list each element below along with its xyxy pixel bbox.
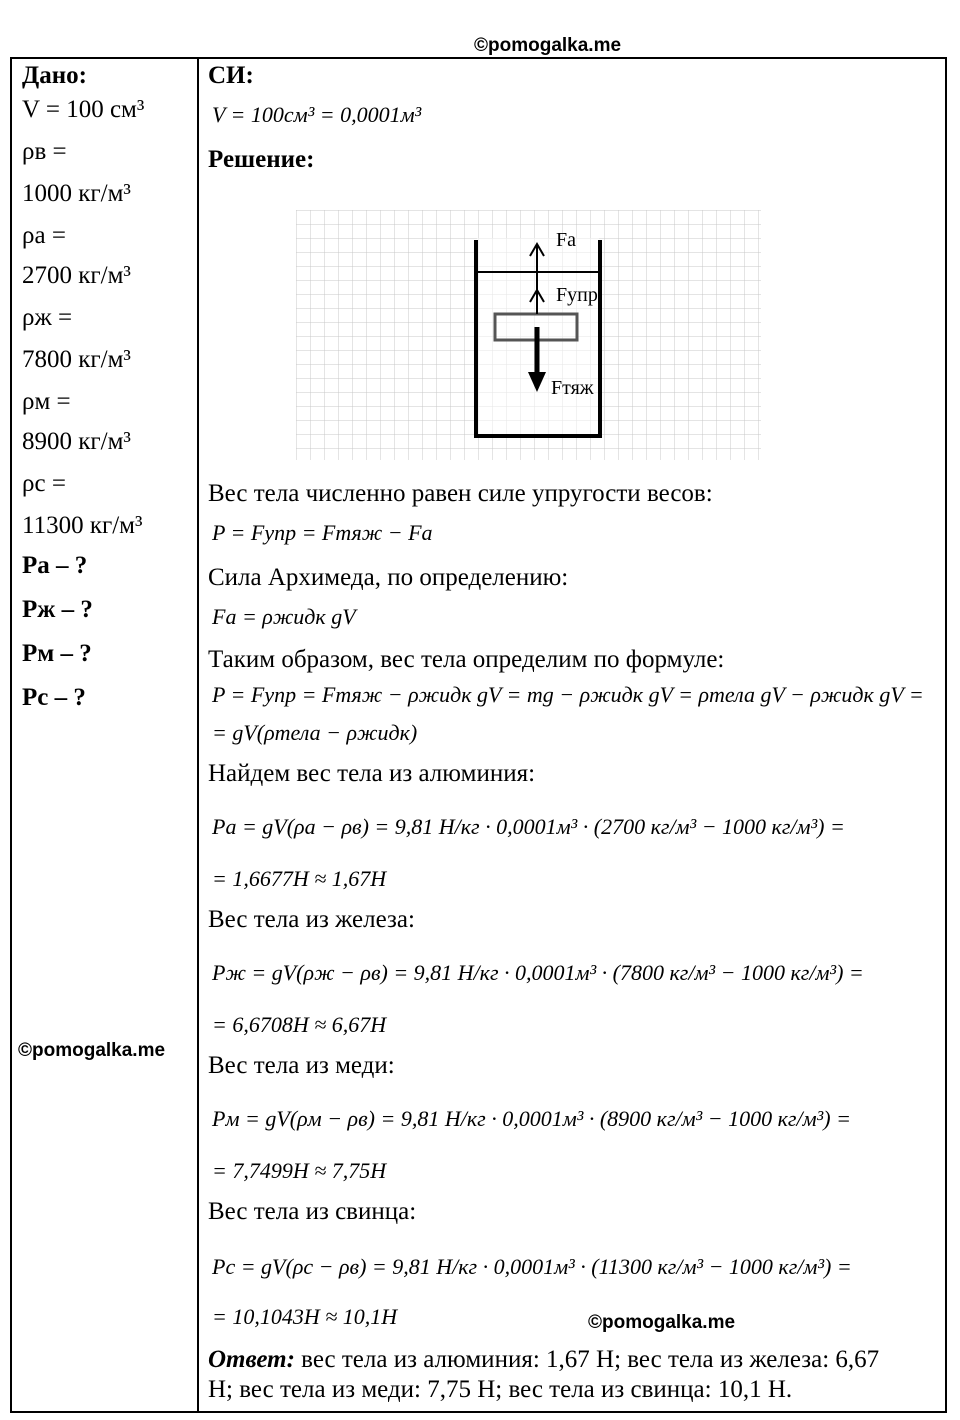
si-title: СИ: (208, 62, 254, 89)
solution-title: Решение: (208, 146, 315, 173)
formula-aluminium-2: = 1,6677Н ≈ 1,67Н (212, 866, 387, 891)
formula-copper-2: = 7,7499Н ≈ 7,75Н (212, 1158, 387, 1183)
formula-lead-2: = 10,1043Н ≈ 10,1Н (212, 1304, 398, 1329)
given-item: 8900 кг/м³ (22, 428, 131, 455)
si-conversion: V = 100см³ = 0,0001м³ (212, 102, 422, 127)
given-item: 2700 кг/м³ (22, 262, 131, 289)
given-item: ρж = (22, 304, 73, 331)
formula-iron-2: = 6,6708Н ≈ 6,67Н (212, 1012, 387, 1037)
watermark-left: ©pomogalka.me (18, 1040, 166, 1061)
paragraph-formula: Таким образом, вес тела определим по формуле: (208, 646, 725, 673)
given-item: 11300 кг/м³ (22, 512, 143, 539)
formula-iron-1: Pж = gV(ρж − ρв) = 9,81 Н/кг · 0,0001м³ · (7800 кг/м³ − 1000 кг/м³) = (212, 960, 864, 985)
answer-text-1: вес тела из алюминия: 1,67 Н; вес тела из железа: 6,67 (301, 1346, 880, 1373)
formula-copper-1: Pм = gV(ρм − ρв) = 9,81 Н/кг · 0,0001м³ · (8900 кг/м³ − 1000 кг/м³) = (212, 1106, 851, 1131)
formula-aluminium-1: Pа = gV(ρа − ρв) = 9,81 Н/кг · 0,0001м³ · (2700 кг/м³ − 1000 кг/м³) = (212, 814, 845, 839)
force-label-archimedes: Fа (556, 229, 576, 251)
formula-archimedes: Fа = ρжидк gV (212, 604, 356, 629)
watermark-bottom: ©pomogalka.me (588, 1312, 736, 1333)
paragraph-copper: Вес тела из меди: (208, 1052, 395, 1079)
paragraph-weight: Вес тела численно равен силе упругости весов: (208, 480, 713, 507)
given-unknown: Pа – ? (22, 552, 88, 579)
given-item: ρа = (22, 222, 66, 249)
given-unknown: Pм – ? (22, 640, 92, 667)
watermark-top: ©pomogalka.me (474, 35, 622, 56)
given-unknown: Pс – ? (22, 684, 86, 711)
given-title: Дано: (22, 62, 87, 89)
formula-lead-1: Pс = gV(ρс − ρв) = 9,81 Н/кг · 0,0001м³ · (11300 кг/м³ − 1000 кг/м³) = (212, 1254, 852, 1279)
formula-general-1: P = Fупр = Fтяж − ρжидк gV = mg − ρжидк gV = ρтела gV − ρжидк gV = (212, 682, 924, 707)
formula-general-2: = gV(ρтела − ρжидк) (212, 720, 418, 745)
given-item: 7800 кг/м³ (22, 346, 131, 373)
force-label-elastic: Fупр (556, 284, 598, 306)
column-divider (197, 57, 199, 1413)
answer-label: Ответ: (208, 1346, 295, 1373)
paragraph-lead: Вес тела из свинца: (208, 1198, 417, 1225)
paragraph-iron: Вес тела из железа: (208, 906, 415, 933)
given-item: V = 100 см³ (22, 96, 145, 123)
force-label-gravity: Fтяж (551, 377, 594, 399)
formula-weight: P = Fупр = Fтяж − Fа (212, 520, 433, 545)
answer-line-2: Н; вес тела из меди: 7,75 Н; вес тела из свинца: 10,1 Н. (208, 1376, 793, 1403)
force-diagram (296, 210, 766, 466)
answer-line-1 (208, 1346, 879, 1374)
given-item: 1000 кг/м³ (22, 180, 131, 207)
given-item: ρс = (22, 470, 66, 497)
given-item: ρм = (22, 388, 71, 415)
paragraph-archimedes: Сила Архимеда, по определению: (208, 564, 569, 591)
paragraph-aluminium: Найдем вес тела из алюминия: (208, 760, 536, 787)
given-item: ρв = (22, 138, 67, 165)
given-unknown: Pж – ? (22, 596, 93, 623)
